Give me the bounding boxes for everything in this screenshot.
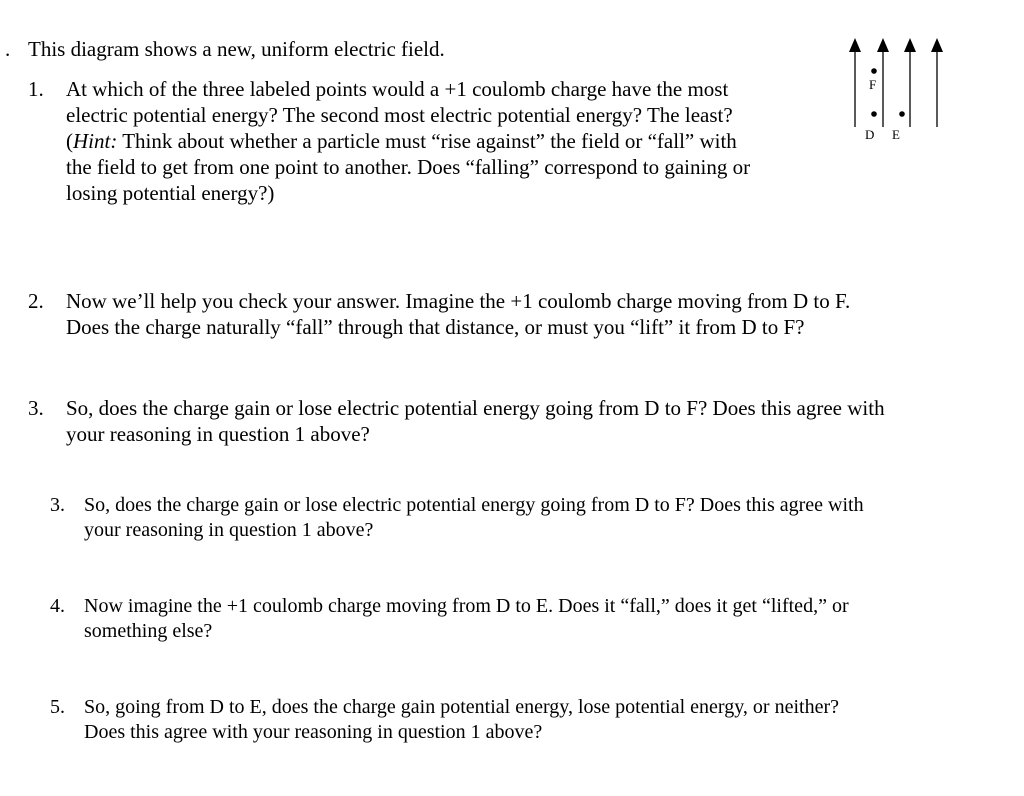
question-line: Does this agree with your reasoning in question 1 above? (84, 721, 543, 743)
question-line: electric potential energy? The second most electric potential energy? The least? (66, 103, 733, 127)
question-line: your reasoning in question 1 above? (66, 422, 370, 446)
point-e-label: E (892, 127, 900, 142)
question-line: losing potential energy?) (66, 181, 275, 205)
point-d-dot (871, 111, 877, 117)
question-line: So, does the charge gain or lose electric potential energy going from D to F? Does this agree with (66, 396, 885, 420)
question-line: At which of the three labeled points would a +1 coulomb charge have the most (66, 77, 729, 101)
electric-field-diagram (840, 30, 960, 150)
point-d-label: D (865, 127, 875, 142)
field-arrow (931, 38, 943, 127)
point-f-dot (871, 68, 877, 74)
question-number: 2. (28, 289, 44, 313)
field-arrow (877, 38, 889, 127)
question-line: Now imagine the +1 coulomb charge moving from D to E. Does it “fall,” does it get “lifted,” or (84, 595, 849, 617)
question-line-rest: Think about whether a particle must “rise against” the field or “fall” with (122, 129, 737, 153)
question-text (84, 493, 864, 543)
question-number: 3. (50, 494, 65, 516)
point-f-label: F (869, 77, 877, 92)
intro-text: This diagram shows a new, uniform electric field. (28, 37, 445, 61)
question-text (84, 695, 839, 745)
question-line (66, 128, 750, 154)
question-line: So, going from D to E, does the charge gain potential energy, lose potential energy, or neither? (84, 696, 839, 718)
question-line: your reasoning in question 1 above? (84, 519, 374, 541)
question-line: something else? (84, 620, 213, 642)
question-number: 3. (28, 396, 44, 420)
question-line: Does the charge naturally “fall” through that distance, or must you “lift” it from D to F? (66, 315, 805, 339)
question-text (66, 395, 885, 447)
question-text (66, 76, 750, 206)
point-e-dot (899, 111, 905, 117)
question-number: 4. (50, 595, 65, 617)
intro-bullet: . (5, 37, 11, 61)
question-line: So, does the charge gain or lose electric potential energy going from D to F? Does this agree with (84, 494, 864, 516)
question-number: 1. (28, 77, 44, 101)
question-line: Now we’ll help you check your answer. Imagine the +1 coulomb charge moving from D to F. (66, 289, 851, 313)
question-text (66, 288, 850, 340)
hint-open-paren: ( (66, 129, 73, 153)
field-arrow (904, 38, 916, 127)
hint-label: Hint: (73, 129, 118, 153)
question-number: 5. (50, 696, 65, 718)
question-line: the field to get from one point to another. Does “falling” correspond to gaining or (66, 155, 751, 179)
question-text (84, 594, 849, 644)
field-arrow (849, 38, 861, 127)
